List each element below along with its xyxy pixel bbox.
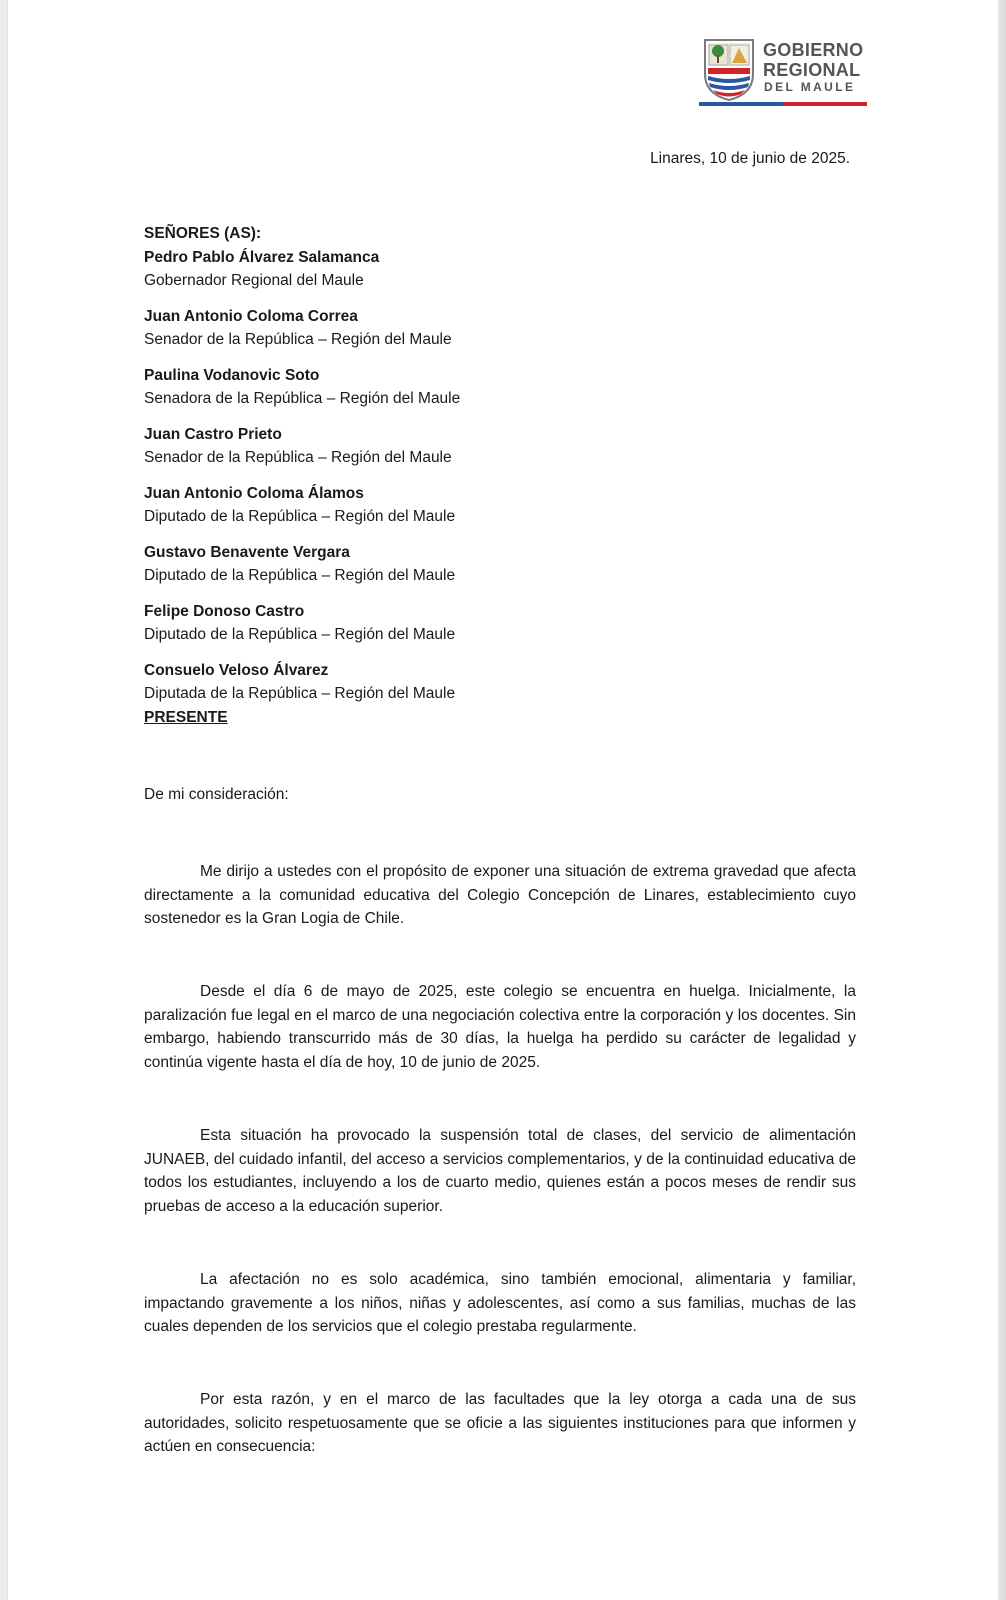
recipient-name: Juan Castro Prieto bbox=[144, 425, 282, 443]
body-paragraph: Desde el día 6 de mayo de 2025, este colegio se encuentra en huelga. Inicialmente, la paralización fue legal en el marco de una negociación colectiva entre la corporación y los docentes. Sin embargo, habiendo transcurrido más de 30 días, la huelga ha perdido su carácter de legalidad y continúa vigente hasta el día de hoy, 10 de junio de 2025. bbox=[144, 983, 856, 1071]
body-paragraph: Por esta razón, y en el marco de las facultades que la ley otorga a cada una de sus autoridades, solicito respetuosamente que se oficie a las siguientes instituciones para que informen y actúen en consecuencia: bbox=[144, 1391, 856, 1455]
recipient-role: Diputado de la República – Región del Maule bbox=[144, 508, 456, 525]
recipient-role: Diputada de la República – Región del Maule bbox=[144, 685, 456, 702]
logo-line-gobierno: GOBIERNO bbox=[763, 40, 864, 60]
gobierno-regional-logo bbox=[699, 36, 869, 112]
recipient-item bbox=[144, 364, 864, 411]
logo-line-regional: REGIONAL bbox=[763, 60, 861, 80]
recipient-item bbox=[144, 482, 864, 529]
recipient-name: Juan Antonio Coloma Álamos bbox=[144, 484, 364, 502]
body-paragraph: La afectación no es solo académica, sino también emocional, alimentaria y familiar, impactando gravemente a los niños, niñas y adolescentes, así como a sus familias, muchas de las cuales dependen de los servicios que el colegio prestaba regularmente. bbox=[144, 1271, 856, 1335]
recipients-heading: SEÑORES (AS): bbox=[144, 225, 262, 242]
logo-line-del-maule: DEL MAULE bbox=[764, 80, 856, 94]
recipient-name: Juan Antonio Coloma Correa bbox=[144, 307, 358, 325]
logo-wordmark bbox=[763, 40, 867, 95]
recipient-item bbox=[144, 600, 864, 647]
logo-color-bar bbox=[699, 102, 867, 106]
body-paragraph: Me dirijo a ustedes con el propósito de exponer una situación de extrema gravedad que afecta directamente a la comunidad educativa del Colegio Concepción de Linares, establecimiento cuyo sostenedor es la Gran Logia de Chile. bbox=[144, 863, 856, 927]
presente-label: PRESENTE bbox=[144, 708, 228, 726]
recipient-item bbox=[144, 305, 864, 352]
letter-date: Linares, 10 de junio de 2025. bbox=[650, 150, 850, 167]
recipient-item bbox=[144, 659, 864, 706]
recipient-role: Diputado de la República – Región del Maule bbox=[144, 567, 456, 584]
regional-shield-icon bbox=[699, 36, 759, 102]
recipient-item bbox=[144, 541, 864, 588]
recipient-name: Pedro Pablo Álvarez Salamanca bbox=[144, 248, 380, 266]
recipient-item bbox=[144, 246, 864, 293]
recipient-role: Senadora de la República – Región del Maule bbox=[144, 390, 461, 407]
recipient-role: Senador de la República – Región del Maule bbox=[144, 449, 452, 466]
recipient-item bbox=[144, 423, 864, 470]
recipient-name: Consuelo Veloso Álvarez bbox=[144, 661, 329, 679]
recipient-role: Diputado de la República – Región del Maule bbox=[144, 626, 456, 643]
recipient-role: Senador de la República – Región del Maule bbox=[144, 331, 452, 348]
recipient-name: Gustavo Benavente Vergara bbox=[144, 543, 350, 561]
logo-bar-blue bbox=[699, 102, 783, 106]
recipient-role: Gobernador Regional del Maule bbox=[144, 272, 364, 289]
page-edge-shadow bbox=[998, 0, 1006, 1600]
body-paragraph: Esta situación ha provocado la suspensión total de clases, del servicio de alimentación JUNAEB, del cuidado infantil, del acceso a servicios complementarios, y de la continuidad educativa de todos los estudiantes, incluyendo a los de cuarto medio, quienes están a pocos meses de rendir sus pruebas de acceso a la educación superior. bbox=[144, 1127, 856, 1215]
recipient-name: Paulina Vodanovic Soto bbox=[144, 366, 320, 384]
logo-bar-red bbox=[783, 102, 867, 106]
recipients-block bbox=[144, 222, 864, 729]
letter-page bbox=[8, 0, 998, 1600]
recipient-name: Felipe Donoso Castro bbox=[144, 602, 305, 620]
greeting: De mi consideración: bbox=[144, 786, 289, 803]
